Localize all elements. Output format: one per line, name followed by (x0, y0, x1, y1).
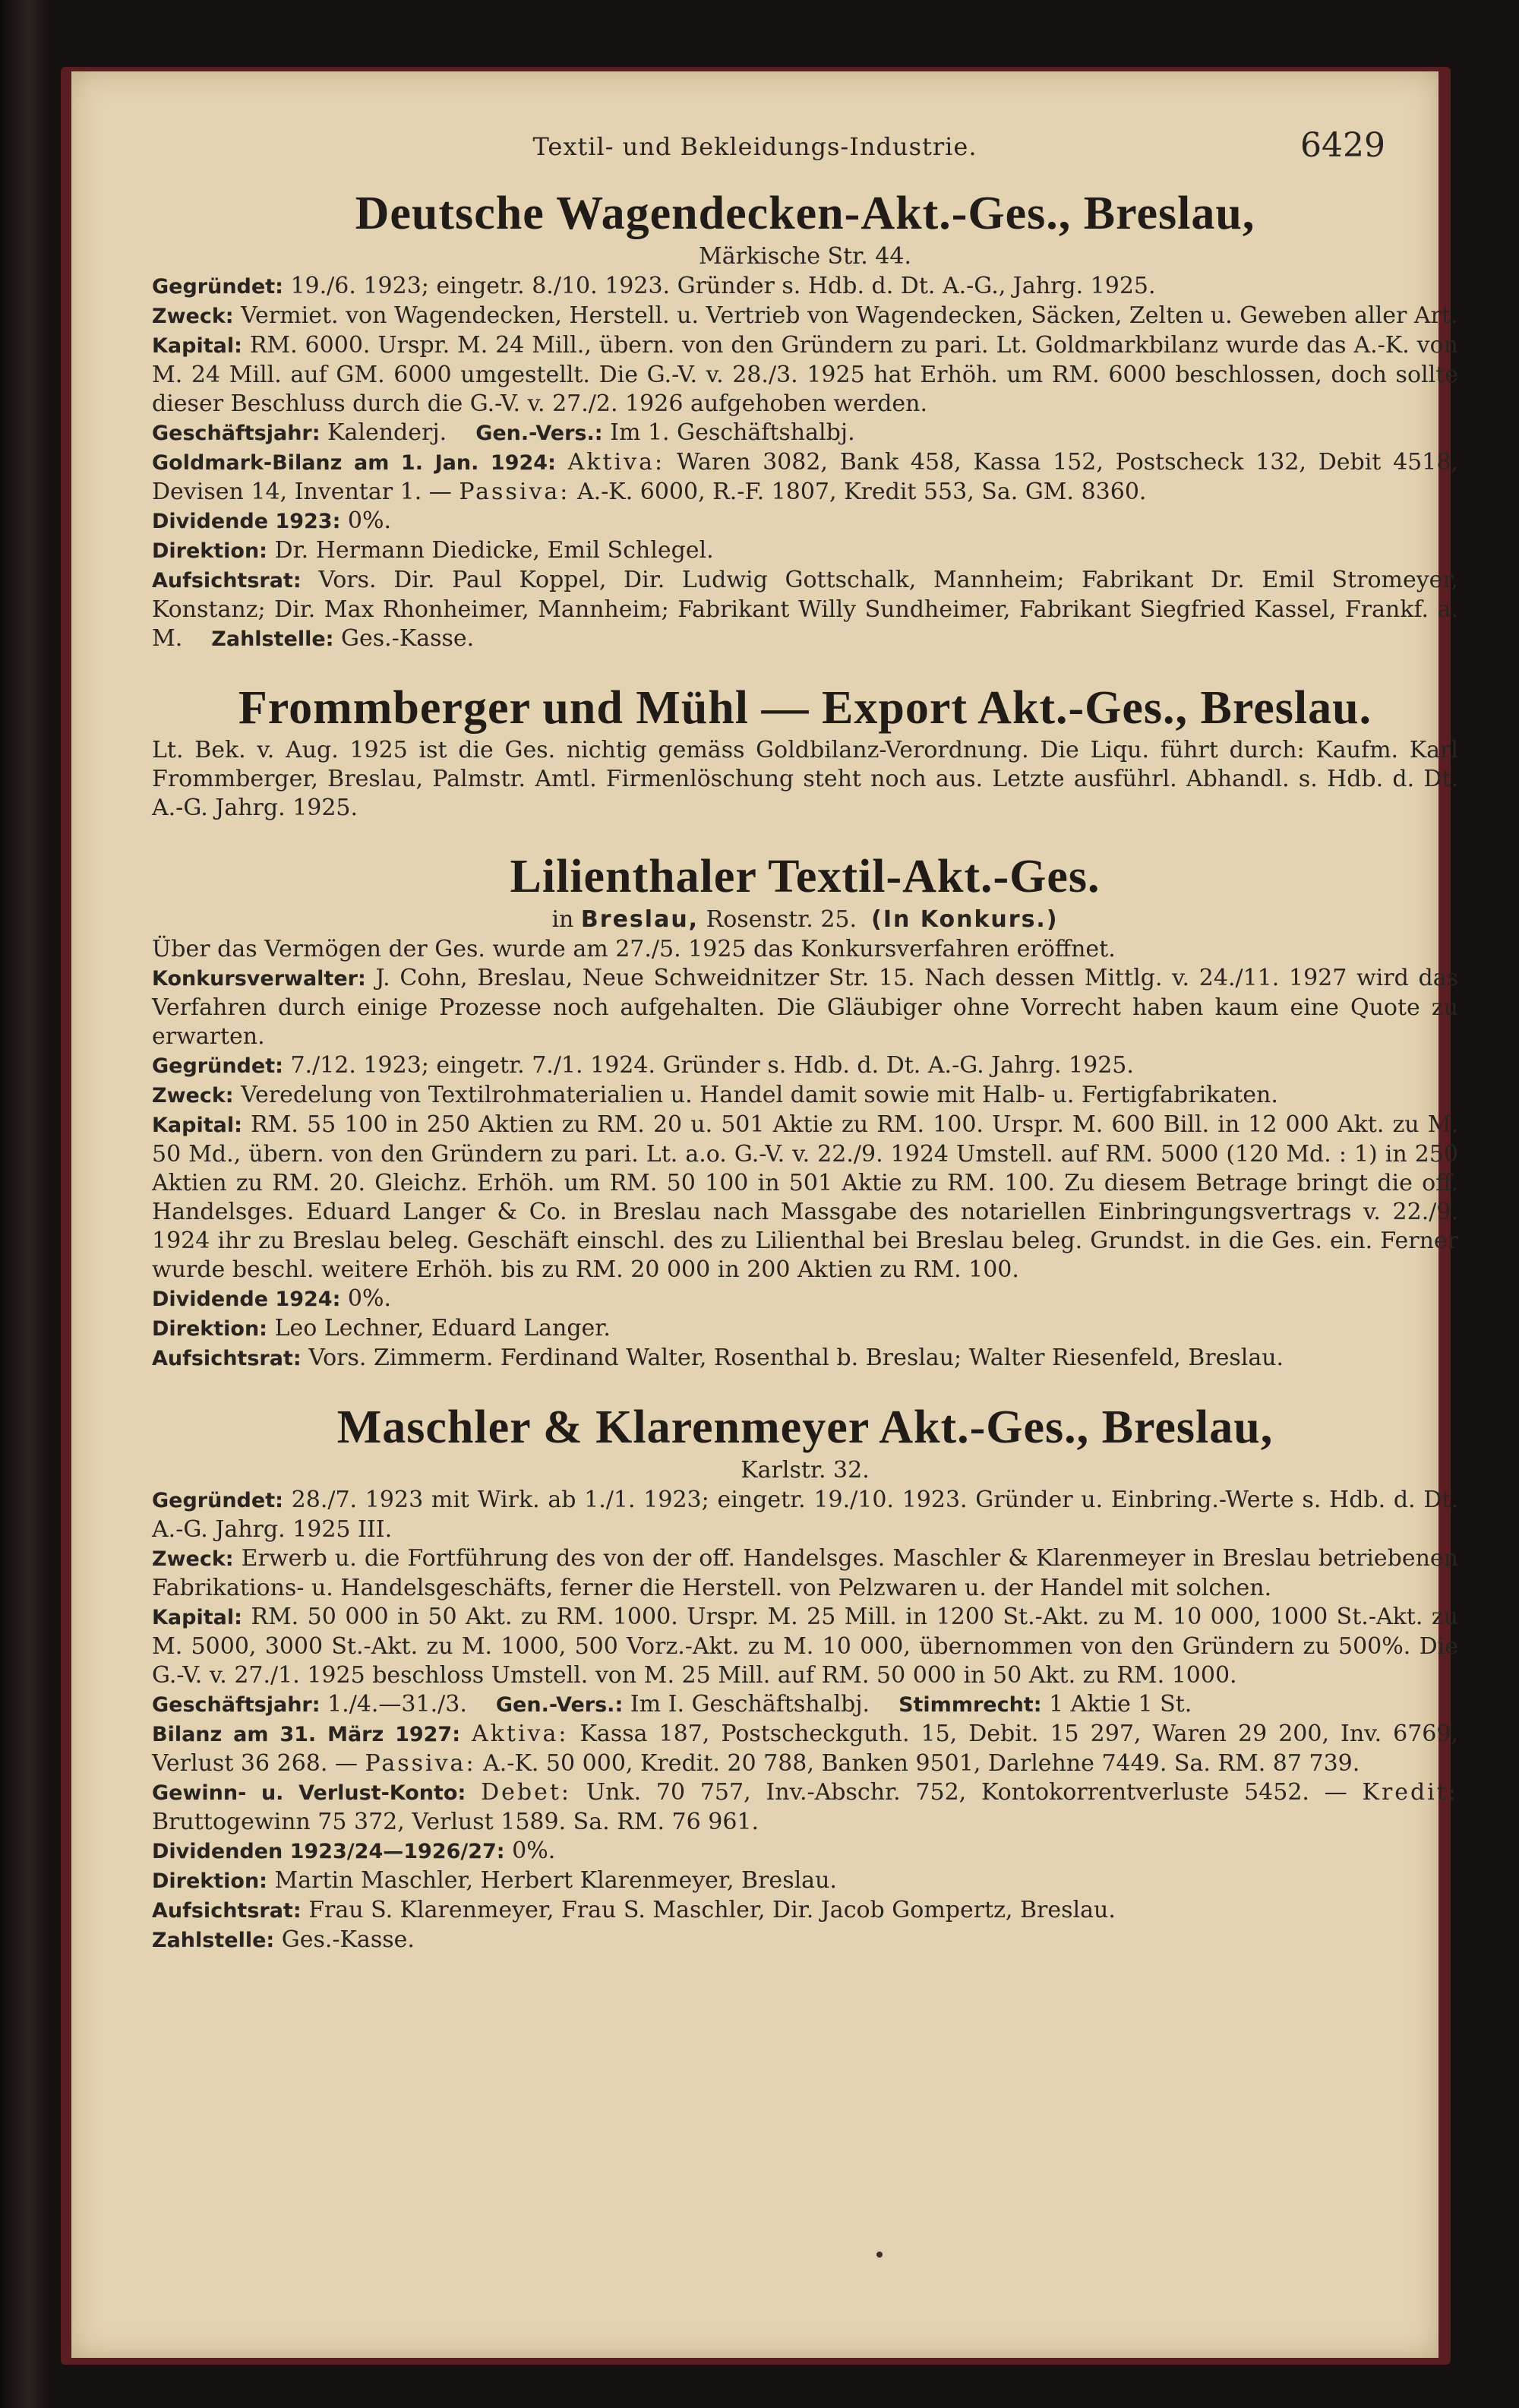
purpose-paragraph (152, 1081, 1458, 1111)
receiver-label: Konkursverwalter: (152, 967, 366, 991)
receiver-text: J. Cohn, Breslau, Neue Schweidnitzer Str. 15. Nach dessen Mittlg. v. 24./11. 1927 wird das Verfahren durch einige Prozesse noch aufgehalten. Die Gläubiger ohne Vorrecht haben kaum eine Quote zu erwarten. (152, 965, 1458, 1050)
dividend-label: Dividende 1924: (152, 1288, 341, 1311)
capital-text: RM. 50 000 in 50 Akt. zu RM. 1000. Urspr. M. 25 Mill. in 1200 St.-Akt. zu M. 10 000, 1000 St.-Akt. zu M. 5000, 3000 St.-Akt. zu M. 1000, 500 Vorz.-Akt. zu M. 10 000, übernommen von den Gründern zu 500%. Die G.-V. v. 27./1. 1925 beschloss Umstell. von M. 25 Mill. auf RM. 50 000 in 50 Akt. zu RM. 1000. (152, 1604, 1458, 1689)
intro-paragraph: Über das Vermögen der Ges. wurde am 27./5. 1925 das Konkursverfahren eröffnet. (152, 936, 1116, 962)
supervisory-text: Vors. Zimmerm. Ferdinand Walter, Rosenthal b. Breslau; Walter Riesenfeld, Breslau. (308, 1345, 1284, 1371)
page-content (152, 185, 1458, 1981)
book-page (71, 71, 1459, 2358)
paying-office-label: Zahlstelle: (152, 1929, 275, 1952)
fiscal-paragraph (152, 1690, 1458, 1720)
purpose-text: Veredelung von Textilrohmaterialien u. Handel damit sowie mit Halb- u. Fertigfabrikaten. (241, 1082, 1278, 1108)
supervisory-text: Frau S. Klarenmeyer, Frau S. Maschler, Dir. Jacob Gompertz, Breslau. (308, 1897, 1116, 1923)
debit-word: Debet: (481, 1779, 571, 1806)
supervisory-label: Aufsichtsrat: (152, 1347, 302, 1370)
purpose-label: Zweck: (152, 1084, 234, 1108)
founded-label: Gegründet: (152, 1054, 283, 1078)
balance-label: Bilanz am 31. März 1927: (152, 1723, 461, 1746)
company-address: Karlstr. 32. (741, 1457, 870, 1484)
company-title: Lilienthaler Textil-Akt.-Ges. (510, 851, 1101, 902)
founded-paragraph (152, 1051, 1458, 1081)
supervisory-label: Aufsichtsrat: (152, 1899, 302, 1923)
general-meeting-text: Im 1. Geschäftshalbj. (610, 419, 855, 446)
supervisory-text: Vors. Dir. Paul Koppel, Dir. Ludwig Gottschalk, Mannheim; Fabrikant Dr. Emil Stromeyer, Konstanz; Dir. Max Rhonheimer, Mannheim; Fabrikant Willy Sundheimer, Fabrikant Siegfried Kassel, Frankf. a. M. (152, 567, 1459, 652)
founded-label: Gegründet: (152, 1489, 283, 1512)
fiscal-label: Geschäftsjahr: (152, 422, 321, 445)
fiscal-text: Kalenderj. (327, 419, 447, 446)
purpose-text: Erwerb u. die Fortführung des von der off. Handelsges. Maschler & Klarenmeyer in Breslau betriebenen Fabrikations- u. Handelsgeschäfts, ferner die Herstell. von Pelzwaren u. der Handel mit solchen. (152, 1545, 1458, 1601)
purpose-label: Zweck: (152, 1547, 234, 1571)
profit-loss-paragraph (152, 1778, 1458, 1837)
capital-paragraph (152, 331, 1458, 419)
liabilities-word: Passiva: (459, 479, 570, 505)
page-header (71, 126, 1438, 172)
company-entry-maschler-klarenmeyer (152, 1399, 1458, 1955)
in-word: in (551, 906, 574, 933)
general-meeting-label: Gen.-Vers.: (475, 422, 603, 445)
board-paragraph (152, 1314, 1458, 1344)
founded-text: 7./12. 1923; eingetr. 7./1. 1924. Gründer s. Hdb. d. Dt. A.-G. Jahrg. 1925. (290, 1052, 1134, 1079)
assets-text: Kassa 187, Postscheckguth. 15, Debit. 15 297, Waren 29 200, Inv. 6769, Verlust 36 268. — (152, 1721, 1459, 1777)
balance-paragraph (152, 448, 1458, 507)
company-title: Maschler & Klarenmeyer Akt.-Ges., Breslau, (336, 1402, 1274, 1453)
board-text: Dr. Hermann Diedicke, Emil Schlegel. (274, 537, 714, 564)
general-meeting-label: Gen.-Vers.: (495, 1693, 624, 1717)
board-text: Martin Maschler, Herbert Klarenmeyer, Breslau. (274, 1867, 837, 1894)
liabilities-text: A.-K. 50 000, Kredit. 20 788, Banken 9501, Darlehne 7449. Sa. RM. 87 739. (483, 1750, 1360, 1777)
paying-office-text: Ges.-Kasse. (281, 1926, 415, 1953)
balance-paragraph (152, 1720, 1458, 1778)
dividend-text: 0%. (347, 507, 392, 534)
balance-label: Goldmark-Bilanz am 1. Jan. 1924: (152, 451, 556, 475)
dividend-text: 0%. (512, 1838, 556, 1864)
board-label: Direktion: (152, 539, 267, 563)
dividend-paragraph (152, 507, 1458, 536)
founded-paragraph (152, 1486, 1458, 1544)
paying-office-label: Zahlstelle: (211, 627, 334, 651)
capital-label: Kapital: (152, 1114, 242, 1137)
liabilities-word: Passiva: (365, 1750, 476, 1777)
voting-right-label: Stimmrecht: (898, 1693, 1042, 1717)
assets-word: Aktiva: (567, 449, 665, 476)
board-label: Direktion: (152, 1317, 267, 1341)
general-meeting-text: Im I. Geschäftshalbj. (630, 1691, 870, 1718)
dividend-label: Dividenden 1923/24—1926/27: (152, 1840, 505, 1863)
paying-office-text: Ges.-Kasse. (341, 625, 475, 652)
supervisory-paragraph (152, 1896, 1458, 1926)
supervisory-paragraph (152, 1344, 1458, 1373)
running-title: Textil- und Bekleidungs-Industrie. (532, 132, 977, 161)
page-number: 6429 (1300, 126, 1385, 165)
credit-text: Bruttogewinn 75 372, Verlust 1589. Sa. RM. 76 961. (152, 1809, 760, 1835)
assets-word: Aktiva: (472, 1721, 569, 1747)
dividend-paragraph (152, 1285, 1458, 1314)
paying-office-paragraph (152, 1926, 1458, 1955)
capital-paragraph (152, 1111, 1458, 1285)
capital-text: RM. 55 100 in 250 Aktien zu RM. 20 u. 501 Aktie zu RM. 100. Urspr. M. 600 Bill. in 12 000 Akt. zu M. 50 Md., übern. von den Gründern zu pari. Lt. a.o. G.-V. v. 22./9. 1924 Umstell. auf RM. 5000 (120 Md. : 1) in 250 Aktien zu RM. 20. Gleichz. Erhöh. um RM. 50 100 in 501 Aktie zu RM. 100. Zu diesem Betrage bringt die off. Handelsges. Eduard Langer & Co. in Breslau nach Massgabe des notariellen Einbringungsvertrags v. 22./9. 1924 ihr zu Breslau beleg. Geschäft einschl. des zu Lilienthal bei Breslau beleg. Grundst. in die Ges. ein. Ferner wurde beschl. weitere Erhöh. bis zu RM. 20 000 in 200 Aktien zu RM. 100. (152, 1111, 1458, 1283)
capital-text: RM. 6000. Urspr. M. 24 Mill., übern. von den Gründern zu pari. Lt. Goldmarkbilanz wurde das A.-K. von M. 24 Mill. auf GM. 6000 umgestellt. Die G.-V. v. 28./3. 1925 hat Erhöh. um RM. 6000 beschlossen, doch sollte dieser Beschluss durch die G.-V. v. 27./2. 1926 aufgehoben werden. (152, 332, 1458, 417)
supervisory-paragraph (152, 566, 1458, 654)
company-location (152, 905, 1458, 935)
capital-label: Kapital: (152, 1606, 242, 1629)
liabilities-text: A.-K. 6000, R.-F. 1807, Kredit 553, Sa. GM. 8360. (576, 479, 1147, 505)
supervisory-label: Aufsichtsrat: (152, 569, 302, 593)
board-label: Direktion: (152, 1869, 267, 1893)
credit-word: Kredit: (1362, 1779, 1458, 1806)
ink-dot (876, 2252, 883, 2258)
company-street: Rosenstr. 25. (706, 906, 857, 933)
company-title: Deutsche Wagendecken-Akt.-Ges., Breslau, (355, 188, 1255, 239)
company-entry-lilienthaler-textil (152, 848, 1458, 1373)
company-body: Lt. Bek. v. Aug. 1925 ist die Ges. nichtig gemäss Goldbilanz-Verordnung. Die Liqu. führt durch: Kaufm. Karl Frommberger, Breslau, Palmstr. Amtl. Firmenlöschung steht noch aus. Letzte ausführl. Abhandl. s. Hdb. d. Dt. A.-G. Jahrg. 1925. (152, 737, 1458, 821)
purpose-paragraph (152, 302, 1458, 331)
debit-text: Unk. 70 757, Inv.-Abschr. 752, Kontokorrentverluste 5452. — (586, 1779, 1347, 1806)
profit-loss-label: Gewinn- u. Verlust-Konto: (152, 1781, 466, 1805)
fiscal-paragraph (152, 419, 1458, 448)
dividend-text: 0%. (347, 1285, 392, 1312)
dividend-label: Dividende 1923: (152, 510, 341, 533)
company-address: Märkische Str. 44. (699, 243, 911, 270)
purpose-text: Vermiet. von Wagendecken, Herstell. u. Vertrieb von Wagendecken, Säcken, Zelten u. Geweben aller Art. (241, 302, 1458, 329)
dividend-paragraph (152, 1837, 1458, 1866)
company-title: Frommberger und Mühl — Export Akt.-Ges., Breslau. (238, 682, 1372, 734)
fiscal-label: Geschäftsjahr: (152, 1693, 321, 1717)
company-entry-frommberger-muehl (152, 680, 1458, 823)
purpose-paragraph (152, 1544, 1458, 1603)
capital-paragraph (152, 1603, 1458, 1690)
founded-label: Gegründet: (152, 275, 283, 299)
voting-right-text: 1 Aktie 1 St. (1049, 1691, 1192, 1718)
assets-text: Waren 3082, Bank 458, Kassa 152, Postscheck 132, Debit 4518, Devisen 14, Inventar 1. — (152, 449, 1458, 505)
board-text: Leo Lechner, Eduard Langer. (274, 1315, 611, 1341)
board-paragraph (152, 536, 1458, 566)
company-entry-deutsche-wagendecken (152, 185, 1458, 654)
board-paragraph (152, 1866, 1458, 1896)
book-binding (0, 0, 49, 2408)
founded-text: 19./6. 1923; eingetr. 8./10. 1923. Gründer s. Hdb. d. Dt. A.-G., Jahrg. 1925. (290, 273, 1156, 299)
fiscal-text: 1./4.—31./3. (327, 1691, 467, 1718)
receiver-paragraph (152, 964, 1458, 1051)
founded-paragraph (152, 272, 1458, 302)
company-city: Breslau, (580, 906, 699, 933)
purpose-label: Zweck: (152, 305, 234, 328)
founded-text: 28./7. 1923 mit Wirk. ab 1./1. 1923; eingetr. 19./10. 1923. Gründer u. Einbring.-Werte s. Hdb. d. Dt. A.-G. Jahrg. 1925 III. (152, 1487, 1458, 1543)
capital-label: Kapital: (152, 334, 242, 358)
bankruptcy-status: (In Konkurs.) (871, 906, 1059, 933)
